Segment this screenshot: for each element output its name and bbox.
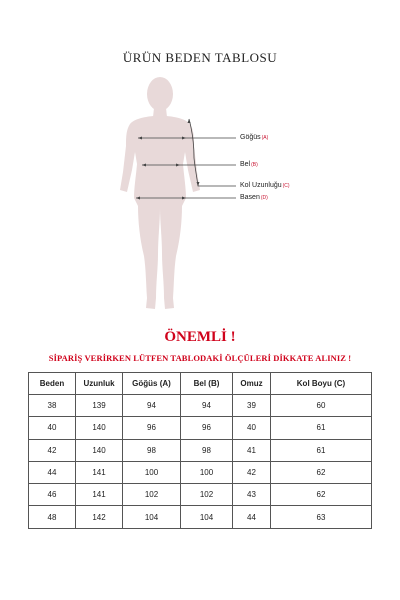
table-cell: 44 bbox=[233, 506, 271, 528]
table-cell: 43 bbox=[233, 484, 271, 506]
column-header: Kol Boyu (C) bbox=[271, 373, 372, 395]
body-silhouette-image bbox=[100, 72, 300, 322]
table-cell: 100 bbox=[123, 461, 181, 483]
column-header: Omuz bbox=[233, 373, 271, 395]
size-table bbox=[28, 372, 372, 529]
column-header: Göğüs (A) bbox=[123, 373, 181, 395]
measure-label-hip bbox=[240, 194, 268, 201]
important-subtitle: SİPARİŞ VERİRKEN LÜTFEN TABLODAKİ ÖLÇÜLERİ DİKKATE ALINIZ ! bbox=[48, 353, 352, 363]
table-cell: 96 bbox=[123, 417, 181, 439]
table-cell: 100 bbox=[181, 461, 233, 483]
table-cell: 141 bbox=[76, 461, 123, 483]
table-row bbox=[29, 417, 372, 439]
measure-label-text: Basen bbox=[240, 194, 260, 201]
measure-code: (B) bbox=[251, 162, 258, 168]
table-cell: 46 bbox=[29, 484, 76, 506]
column-header: Bel (B) bbox=[181, 373, 233, 395]
table-cell: 62 bbox=[271, 484, 372, 506]
measure-code: (C) bbox=[282, 183, 290, 189]
table-cell: 48 bbox=[29, 506, 76, 528]
measure-label-text: Bel bbox=[240, 161, 251, 168]
table-row bbox=[29, 461, 372, 483]
table-cell: 141 bbox=[76, 484, 123, 506]
table-cell: 140 bbox=[76, 417, 123, 439]
table-cell: 42 bbox=[233, 461, 271, 483]
table-cell: 62 bbox=[271, 461, 372, 483]
table-cell: 44 bbox=[29, 461, 76, 483]
table-cell: 98 bbox=[181, 439, 233, 461]
table-cell: 39 bbox=[233, 395, 271, 417]
measure-code: (A) bbox=[261, 135, 269, 141]
measure-label-chest bbox=[240, 134, 268, 141]
table-cell: 42 bbox=[29, 439, 76, 461]
table-cell: 40 bbox=[233, 417, 271, 439]
measure-label-text: Kol Uzunluğu bbox=[240, 182, 282, 189]
table-cell: 102 bbox=[181, 484, 233, 506]
table-cell: 61 bbox=[271, 417, 372, 439]
table-cell: 98 bbox=[123, 439, 181, 461]
table-cell: 139 bbox=[76, 395, 123, 417]
table-row bbox=[29, 395, 372, 417]
column-header: Uzunluk bbox=[76, 373, 123, 395]
table-cell: 142 bbox=[76, 506, 123, 528]
measure-label-waist bbox=[240, 161, 258, 168]
column-header: Beden bbox=[29, 373, 76, 395]
table-cell: 38 bbox=[29, 395, 76, 417]
table-cell: 61 bbox=[271, 439, 372, 461]
table-cell: 102 bbox=[123, 484, 181, 506]
table-cell: 140 bbox=[76, 439, 123, 461]
table-cell: 96 bbox=[181, 417, 233, 439]
table-cell: 94 bbox=[181, 395, 233, 417]
table-row bbox=[29, 439, 372, 461]
table-cell: 104 bbox=[123, 506, 181, 528]
body-figure bbox=[100, 72, 300, 322]
table-cell: 60 bbox=[271, 395, 372, 417]
important-title: ÖNEMLİ ! bbox=[164, 329, 236, 345]
measure-label-text: Göğüs bbox=[240, 134, 261, 141]
table-cell: 40 bbox=[29, 417, 76, 439]
table-cell: 63 bbox=[271, 506, 372, 528]
measure-label-sleeve bbox=[240, 182, 290, 189]
table-row bbox=[29, 484, 372, 506]
table-header-row bbox=[29, 373, 372, 395]
table-cell: 41 bbox=[233, 439, 271, 461]
measure-code: (D) bbox=[260, 195, 268, 201]
table-cell: 104 bbox=[181, 506, 233, 528]
table-cell: 94 bbox=[123, 395, 181, 417]
page-title: ÜRÜN BEDEN TABLOSU bbox=[122, 50, 278, 65]
table-row bbox=[29, 506, 372, 528]
